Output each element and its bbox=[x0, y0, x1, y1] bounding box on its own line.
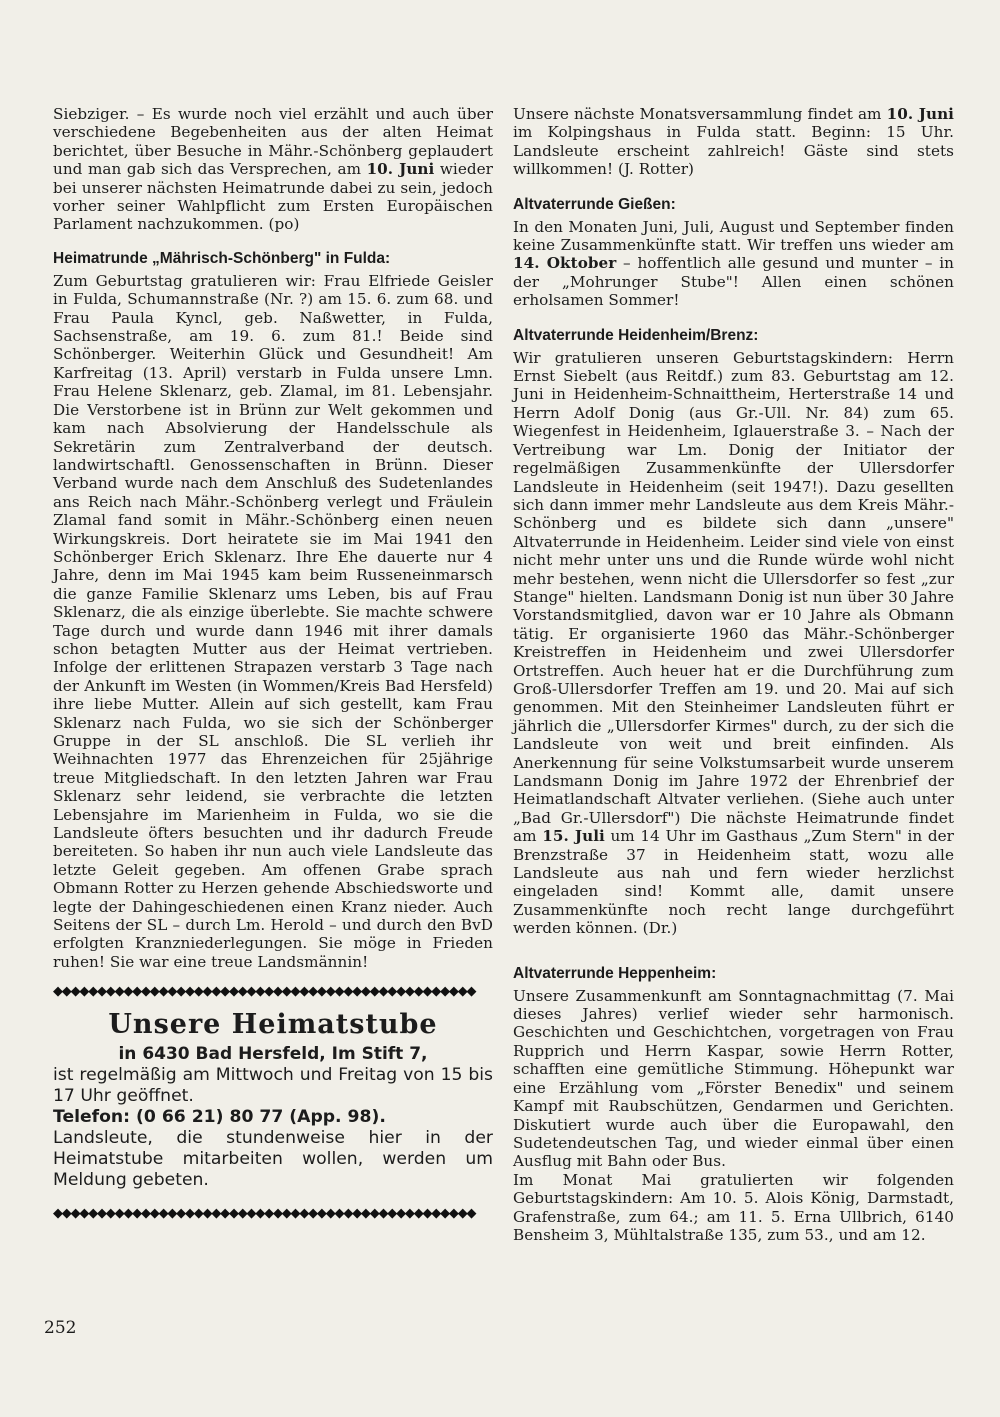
box-title: Unsere Heimatstube bbox=[108, 1009, 438, 1041]
diamond-border-top: ◆◆◆◆◆◆◆◆◆◆◆◆◆◆◆◆◆◆◆◆◆◆◆◆◆◆◆◆◆◆◆◆◆◆◆◆◆◆◆◆◆◆◆◆◆◆◆◆ bbox=[53, 985, 476, 1000]
heppenheim-paragraph-2: Im Monat Mai gratulierten wir folgenden Geburtstagskindern: Am 10. 5. Alois König, Darmstadt, Grafenstraße, zum 64.; am 11. 5. Erna Ullbrich, 6140 Bensheim 3, Mühltalstraße 135, zum 53., und am 12. bbox=[513, 1170, 954, 1244]
section-heading-heppenheim: Altvaterrunde Heppenheim: bbox=[513, 964, 717, 982]
right-column bbox=[513, 105, 954, 1244]
box-phone: Telefon: (0 66 21) 80 77 (App. 98). bbox=[53, 1107, 386, 1128]
fulda-meeting-paragraph: Unsere nächste Monatsversammlung findet am 10. Juni im Kolpingshaus in Fulda statt. Beginn: 15 Uhr. Landsleute erscheint zahlreich! Gäste sind stets willkommen! (J. Rotter) bbox=[513, 105, 954, 179]
box-address: in 6430 Bad Hersfeld, Im Stift 7, bbox=[118, 1044, 428, 1065]
section-heading-giessen: Altvaterrunde Gießen: bbox=[513, 195, 676, 213]
box-hours: ist regelmäßig am Mittwoch und Freitag von 15 bis 17 Uhr geöffnet. bbox=[53, 1065, 493, 1107]
diamond-border-bottom: ◆◆◆◆◆◆◆◆◆◆◆◆◆◆◆◆◆◆◆◆◆◆◆◆◆◆◆◆◆◆◆◆◆◆◆◆◆◆◆◆◆◆◆◆◆◆◆◆ bbox=[53, 1207, 476, 1222]
giessen-paragraph: In den Monaten Juni, Juli, August und September finden keine Zusammenkünfte statt. Wir treffen uns wieder am 14. Oktober – hoffentlich alle gesund und munter – in der „Mohrunger Stube"! Allen einen schönen erholsamen Sommer! bbox=[513, 217, 954, 310]
section-heading-fulda: Heimatrunde „Mährisch-Schönberg" in Fulda: bbox=[53, 249, 391, 267]
fulda-paragraph: Zum Geburtstag gratulieren wir: Frau Elfriede Geisler in Fulda, Schumannstraße (Nr. ?) am 15. 6. zum 68. und Frau Paula Kyncl, geb. Naßwetter, in Fulda, Sachsenstraße, am 19. 6. zum 81.! Beide sind Schönberger. Weiterhin Glück und Gesundheit! Am Karfreitag (13. April) verstarb in Fulda unsere Lmn. Frau Helene Sklenarz, geb. Zlamal, im 81. Lebensjahr. Die Verstorbene ist in Brünn zur Welt gekommen und kam nach Absolvierung der Handelsschule als Sekretärin zum Zentralverband der deutsch. landwirtschaftl. Genossenschaften in Brünn. Dieser Verband wurde nach dem Anschluß des Sudetenlandes ans Reich nach Mähr.-Schönberg verlegt und Fräulein Zlamal fand somit in Mähr.-Schönberg einen neuen Wirkungskreis. Dort heiratete sie im Mai 1941 den Schönberger Erich Sklenarz. Ihre Ehe dauerte nur 4 Jahre, denn im Mai 1945 kam beim Russeneinmarsch die ganze Familie Sklenarz ums Leben, bis auf Frau Sklenarz, die als einzige überlebte. Sie machte schwere Tage durch und wurde dann 1946 mit ihrer damals schon betagten Mutter aus der Heimat vertrieben. Infolge der erlittenen Strapazen verstarb 3 Tage nach der Ankunft im Westen (in Wommen/Kreis Bad Hersfeld) ihre liebe Mutter. Allein auf sich gestellt, kam Frau Sklenarz nach Fulda, wo sie sich der Schönberger Gruppe in der SL anschloß. Die SL verlieh ihr Weihnachten 1977 das Ehrenzeichen für 25jährige treue Mitgliedschaft. In den letzten Jahren war Frau Sklenarz sehr leidend, sie verbrachte die letzten Lebensjahre im Marienheim in Fulda, wo sie die Landsleute öfters besuchten und ihr dadurch Freude bereiteten. So haben ihr nun auch viele Landsleute das letzte Geleit gegeben. Am offenen Grabe sprach Obmann Rotter zu Herzen gehende Abschiedsworte und legte der Dahingeschiedenen einen Kranz nieder. Auch Seitens der SL – durch Lm. Herold – und durch den BvD erfolgten Kranzniederlegungen. Sie möge in Frieden ruhen! Sie war eine treue Landsmännin! bbox=[53, 271, 493, 971]
intro-paragraph: Siebziger. – Es wurde noch viel erzählt und auch über verschiedene Begebenheiten aus der alten Heimat berichtet, über Besuche in Mähr.-Schönberg geplaudert und man gab sich das Versprechen, am 10. Juni wieder bei unserer nächsten Heimatrunde dabei zu sein, jedoch vorher seiner Wahlpflicht zum Ersten Europäischen Parlament nachzukommen. (po) bbox=[53, 105, 493, 234]
page-number: 252 bbox=[44, 1318, 77, 1338]
heppenheim-paragraph-1: Unsere Zusammenkunft am Sonntagnachmittag (7. Mai dieses Jahres) verlief wieder sehr harmonisch. Geschichten und Geschichtchen, vorgetragen von Frau Rupprich und Herrn Kaspar, sowie Herrn Rotter, schafften eine gemütliche Stimmung. Höhepunkt war eine Erzählung vom „Förster Benedix" und seinem Kampf mit Raubschützen, Gendarmen und Gerichten. Diskutiert wurde auch über die Europawahl, den Sudetendeutschen Tag, und wieder einmal über einen Ausflug mit Bahn oder Bus. bbox=[513, 986, 954, 1171]
section-heading-heidenheim: Altvaterrunde Heidenheim/Brenz: bbox=[513, 326, 759, 344]
left-column bbox=[53, 105, 493, 1221]
heimatstube-box bbox=[53, 985, 493, 1221]
box-appeal: Landsleute, die stundenweise hier in der Heimatstube mitarbeiten wollen, werden um Meldung gebeten. bbox=[53, 1128, 493, 1191]
heidenheim-paragraph: Wir gratulieren unseren Geburtstagskindern: Herrn Ernst Siebelt (aus Reitdf.) zum 83. Geburtstag am 12. Juni in Heidenheim-Schnaittheim, Herterstraße 14 und Herrn Adolf Donig (aus Gr.-Ull. Nr. 84) zum 65. Wiegenfest in Heidenheim, Iglauerstraße 3. – Nach der Vertreibung war Lm. Donig der Initiator der regelmäßigen Zusammenkünfte der Ullersdorfer Landsleute in Heidenheim (seit 1947!). Dazu gesellten sich dann immer mehr Landsleute aus dem Kreis Mähr.-Schönberg und es bildete sich dann „unsere" Altvaterrunde in Heidenheim. Leider sind viele von einst nicht mehr unter uns und die Runde würde wohl nicht mehr bestehen, wenn nicht die Ullersdorfer so fest „zur Stange" hielten. Landsmann Donig ist nun über 30 Jahre Vorstandsmitglied, davon war er 10 Jahre als Obmann tätig. Er organisierte 1960 das Mähr.-Schönberger Kreistreffen in Heidenheim und zwei Ullersdorfer Ortstreffen. Auch heuer hat er die Durchführung zum Groß-Ullersdorfer Treffen am 19. und 20. Mai auf sich genommen. Mit den Steinheimer Landsleuten führt er jährlich die „Ullersdorfer Kirmes" durch, zu der sich die Landsleute von weit und breit einfinden. Als Anerkennung für seine Volkstumsarbeit wurde unserem Landsmann Donig im Jahre 1972 der Ehrenbrief der Heimatlandschaft Altvater verliehen. (Siehe auch unter „Bad Gr.-Ullersdorf") Die nächste Heimatrunde findet am 15. Juli um 14 Uhr im Gasthaus „Zum Stern" in der Brenzstraße 37 in Heidenheim statt, wozu alle Landsleute aus nah und fern wieder herzlichst eingeladen sind! Kommt alle, damit unsere Zusammenkünfte noch recht lange durchgeführt werden können. (Dr.) bbox=[513, 348, 954, 938]
